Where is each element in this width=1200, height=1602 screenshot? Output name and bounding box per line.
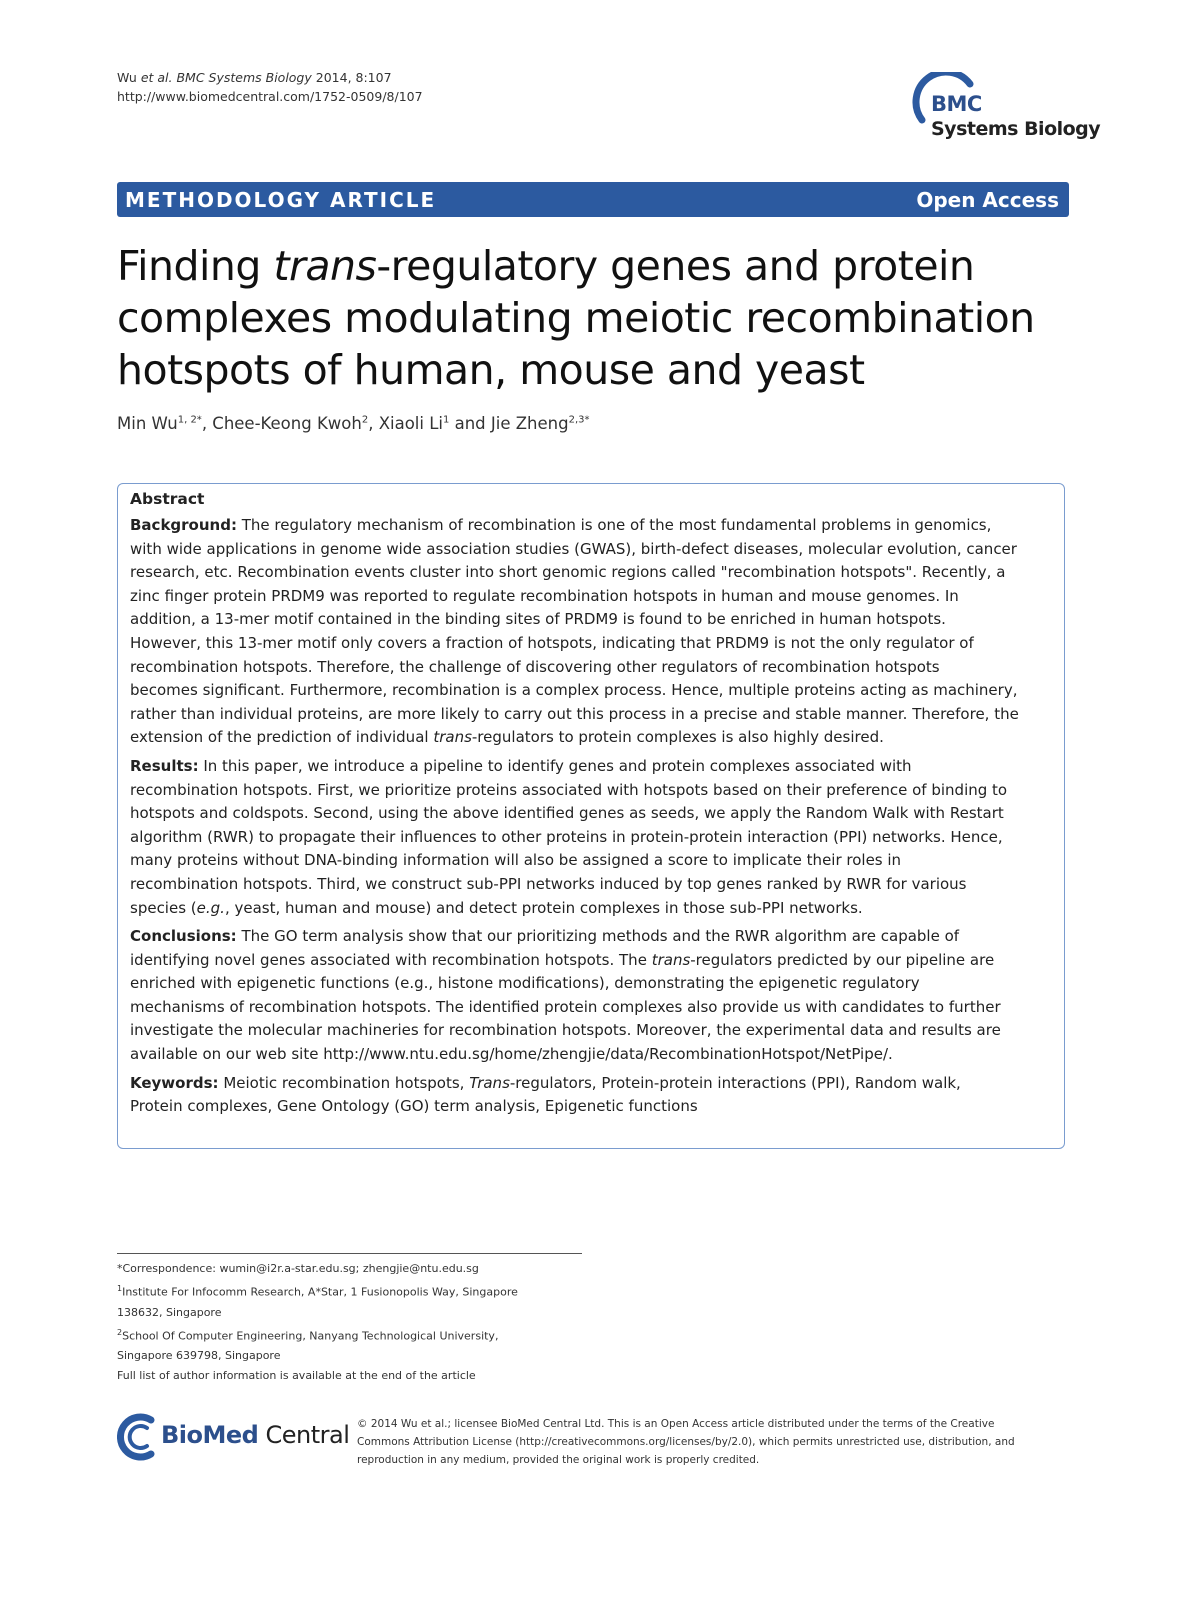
author-info-note: Full list of author information is available at the end of the article [117, 1369, 476, 1383]
logo-central: Central [258, 1421, 350, 1449]
article-url[interactable]: http://www.biomedcentral.com/1752-0509/8/107 [117, 89, 423, 104]
affiliation-1: $^1$Institute For Infocomm Research, A*Star, 1 Fusionopolis Way, Singapore [117, 1284, 518, 1299]
data-url-line[interactable]: available on our web site http://www.ntu.edu.sg/home/zhengjie/data/RecombinationHotspot/NetPipe/. [130, 1045, 893, 1064]
abstract-results: Results: In this paper, we introduce a pipeline to identify genes and protein complexes associated with recombination hotspots. First, we prioritize proteins associated with hotspots based on their preference of binding to hotspots and coldspots. Second, using the above identified genes as seeds, we apply the Random Walk with Restart algorithm (RWR) to propagate their influences to other proteins in protein-protein interaction (PPI) networks. Hence, many proteins without DNA-binding information will also be assigned a score to implicate their roles in recombination hotspots. Third, we construct sub-PPI networks induced by top genes ranked by RWR for various species (e.g., yeast, human and mouse) and detect protein complexes in those sub-PPI networks. [130, 756, 1008, 917]
affiliation-2: $^2$School Of Computer Engineering, Nanyang Technological University, [117, 1327, 499, 1343]
author-list: Min $Wu^{1, 2*}$, Chee-Keong Kwoh$^2$, Xiaoli Li$^1$ and Jie Zheng$^{2,3*}$ [117, 414, 590, 433]
logo-bmc: BMC [931, 92, 982, 116]
article-type: METHODOLOGY ARTICLE [125, 188, 437, 212]
abstract-box [117, 483, 1065, 1149]
correspondence: *Correspondence: wumin@i2r.a-star.edu.sg; zhengjie@ntu.edu.sg [117, 1262, 479, 1275]
logo-biomed: BioMed [161, 1421, 259, 1449]
biomed-central-ring-icon [117, 1412, 161, 1462]
abstract-background: Background: The regulatory mechanism of recombination is one of the most fundamental problems in genomics, with wide applications in genome wide association studies (GWAS), birth-defect diseases, molecular evolution, cancer research, etc. Recombination events cluster into short genomic regions called "recombination hotspots". Recently, a zinc finger protein PRDM9 was reported to regulate recombination hotspots in human and mouse genomes. In addition, a 13-mer motif contained in the binding sites of PRDM9 is found to be enriched in human hotspots. However, this 13-mer motif only covers a fraction of hotspots, indicating that PRDM9 is not the only regulator of recombination hotspots. Therefore, the challenge of discovering other regulators of recombination hotspots becomes significant. Furthermore, recombination is a complex process. Hence, multiple proteins acting as machinery, rather than individual proteins, are more likely to carry out this process in a precise and stable manner. Therefore, the extension of the prediction of individual trans-regulators to protein complexes is also highly desired. [130, 516, 1019, 747]
logo-journal-name: Systems Biology [931, 118, 1101, 140]
license-text: © 2014 Wu et al.; licensee BioMed Central Ltd. This is an Open Access article distributed under the terms of the Creative Commons Attribution License (http://creativecommons.org/licenses/by/2.0), which permits unrestricted use, distribution, and reproduction in any medium, provided the original work is properly credited. [357, 1418, 1015, 1466]
article-title: Finding trans-regulatory genes and protein complexes modulating meiotic recombination hotspots of human, mouse and yeast [117, 242, 1035, 394]
abstract-conclusions: Conclusions: The GO term analysis show that our prioritizing methods and the RWR algorithm are capable of identifying novel genes associated with recombination hotspots. The trans-regulators predicted by our pipeline are enriched with epigenetic functions (e.g., histone modifications), demonstrating the epigenetic regulatory mechanisms of recombination hotspots. The identified protein complexes also provide us with candidates to further investigate the molecular machineries for recombination hotspots. Moreover, the experimental data and results are available on our web site http://www.ntu.edu.sg/home/zhengjie/data/RecombinationHotspot/NetPipe/. [130, 925, 1052, 1067]
abstract-heading: Abstract [130, 490, 205, 508]
article-type-banner [117, 182, 1069, 217]
abstract-keywords: Keywords: Meiotic recombination hotspots, Trans-regulators, Protein-protein interactions (PPI), Random walk, Protein complexes, Gene Ontology (GO) term analysis, Epigenetic functions [130, 1073, 961, 1116]
footnotes: *Correspondence: wumin@i2r.a-star.edu.sg; zhengjie@ntu.edu.sg $^1$Institute For Infocomm Research, A*Star, 1 Fusionopolis Way, Singapore 138632, Singapore $^2$School Of Computer Engineering, Nanyang Technological University, Singapore 639798, Singapore Full list of author information is available at the end of the article [117, 1259, 597, 1386]
biomed-central-logo [117, 1412, 350, 1462]
citation-line: Wu et al. BMC Systems Biology 2014, 8:107 [117, 70, 392, 85]
citation-header [117, 68, 423, 106]
footnote-divider [117, 1253, 582, 1254]
journal-logo [908, 72, 1101, 152]
open-access-label: Open Access [916, 188, 1059, 212]
